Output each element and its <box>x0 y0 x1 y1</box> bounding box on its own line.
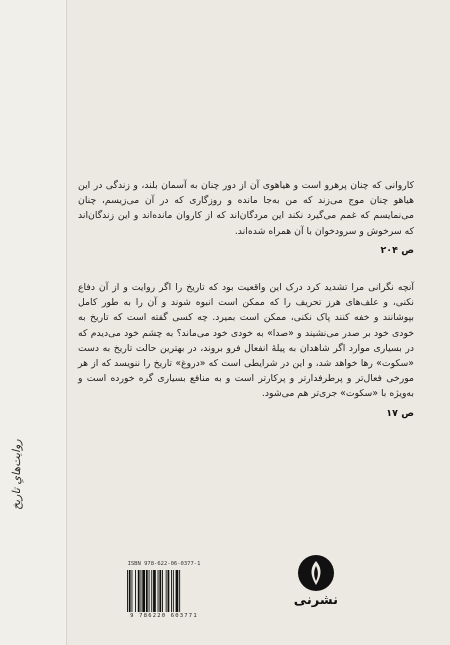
isbn-barcode-block <box>125 560 203 619</box>
quill-drop-logo-icon <box>298 555 334 591</box>
isbn-label: ISBN 978-622-06-0377-1 <box>127 561 201 567</box>
quote-paragraph-2: آنچه نگرانی مرا تشدید کرد درک این واقعیت بود که تاریخ را اگر روایت و از آن دفاع نکنی، و علف‌های هرز تحریف را که ممکن است انبوه شوند و آن را به طور کامل بپوشانند و خفه کنند پاک نکنی، ممکن است بمیرد. چه کسی گفته است که تاریخ به خودی خود بر صدر می‌نشیند و «صدا» به خودی خود می‌ماند؟ به چشم خود می‌دیدم که در بسیاری موارد اگر شاهدان به پیلهٔ انفعال فرو بروند، در بهترین حالت تاریخ به دست «سکوت» رها خواهد شد، و این در شرایطی است که «دروغ» تاریخ را ننویسد که از هر مورخی فعال‌تر و پرطرفدارتر و پرکارتر است و به منافع بسیاری گره خورده است و به‌ویژه با «سکوت» جری‌تر هم می‌شود. <box>78 282 414 400</box>
publisher-logo <box>294 555 338 608</box>
barcode-digits: 9 786220 603771 <box>130 613 198 619</box>
page-reference-1: ص ۲۰۴ <box>380 244 414 256</box>
book-spine <box>0 0 67 645</box>
back-cover-text <box>78 178 414 421</box>
publisher-name: نشرنی <box>293 593 338 608</box>
spine-signature: روایت‌هایِ تاریخ <box>10 439 23 510</box>
quote-paragraph-1: کاروانی که چنان پرهرو است و هیاهوی آن از دور چنان به آسمان بلند، و زندگی در این هیاهو چنان موج می‌زند که من به‌جا مانده و روزگاری که در آن می‌زیسم، چنان می‌نمایسم که غمم می‌گیرد نکند این مردگان‌اند که از کاروان مانده‌اند و این زندگان‌اند که سرخوش و سرودخوان با آن همراه شده‌اند. <box>78 180 414 237</box>
page-reference-2: ص ۱۷ <box>386 407 414 419</box>
barcode-icon <box>125 569 203 613</box>
